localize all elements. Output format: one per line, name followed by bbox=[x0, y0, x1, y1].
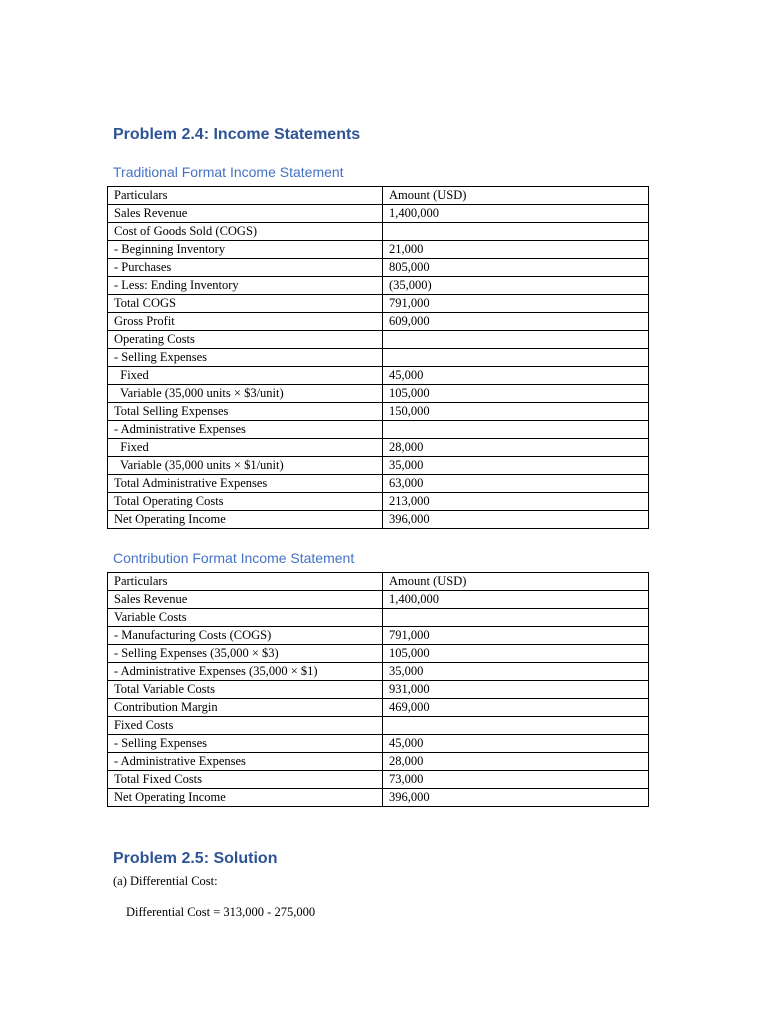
table-row bbox=[108, 457, 649, 475]
amount-cell: 805,000 bbox=[383, 259, 649, 277]
particulars-cell: Particulars bbox=[108, 573, 383, 591]
amount-cell: 213,000 bbox=[383, 493, 649, 511]
amount-cell: 396,000 bbox=[383, 789, 649, 807]
particulars-cell: Particulars bbox=[108, 187, 383, 205]
amount-cell: 105,000 bbox=[383, 385, 649, 403]
particulars-cell: Fixed bbox=[108, 439, 383, 457]
contribution-income-table bbox=[107, 572, 649, 807]
particulars-cell: Operating Costs bbox=[108, 331, 383, 349]
table-row bbox=[108, 591, 649, 609]
table-row bbox=[108, 223, 649, 241]
amount-cell: 35,000 bbox=[383, 457, 649, 475]
amount-cell: 791,000 bbox=[383, 295, 649, 313]
amount-cell: 45,000 bbox=[383, 735, 649, 753]
amount-cell: (35,000) bbox=[383, 277, 649, 295]
table-row bbox=[108, 421, 649, 439]
table-row bbox=[108, 259, 649, 277]
particulars-cell: Net Operating Income bbox=[108, 789, 383, 807]
table-row bbox=[108, 609, 649, 627]
amount-cell bbox=[383, 349, 649, 367]
table-row bbox=[108, 789, 649, 807]
amount-cell bbox=[383, 717, 649, 735]
contribution-heading: Contribution Format Income Statement bbox=[113, 550, 355, 566]
table-row bbox=[108, 717, 649, 735]
particulars-cell: Gross Profit bbox=[108, 313, 383, 331]
particulars-cell: Sales Revenue bbox=[108, 205, 383, 223]
traditional-income-table bbox=[107, 186, 649, 529]
traditional-heading: Traditional Format Income Statement bbox=[113, 164, 344, 180]
particulars-cell: Total COGS bbox=[108, 295, 383, 313]
table-row bbox=[108, 753, 649, 771]
table-row bbox=[108, 241, 649, 259]
amount-cell bbox=[383, 331, 649, 349]
amount-cell: 105,000 bbox=[383, 645, 649, 663]
amount-cell: 469,000 bbox=[383, 699, 649, 717]
amount-cell bbox=[383, 223, 649, 241]
particulars-cell: - Selling Expenses bbox=[108, 349, 383, 367]
table-row bbox=[108, 735, 649, 753]
table-row bbox=[108, 475, 649, 493]
table-row bbox=[108, 627, 649, 645]
table-row bbox=[108, 663, 649, 681]
particulars-cell: Fixed bbox=[108, 367, 383, 385]
particulars-cell: - Selling Expenses (35,000 × $3) bbox=[108, 645, 383, 663]
differential-cost-equation: Differential Cost = 313,000 - 275,000 bbox=[126, 905, 316, 919]
particulars-cell: Sales Revenue bbox=[108, 591, 383, 609]
amount-cell: Amount (USD) bbox=[383, 187, 649, 205]
table-header-row bbox=[108, 187, 649, 205]
particulars-cell: Total Fixed Costs bbox=[108, 771, 383, 789]
amount-cell: 28,000 bbox=[383, 753, 649, 771]
particulars-cell: Cost of Goods Sold (COGS) bbox=[108, 223, 383, 241]
table-row bbox=[108, 699, 649, 717]
particulars-cell: Net Operating Income bbox=[108, 511, 383, 529]
particulars-cell: Total Operating Costs bbox=[108, 493, 383, 511]
particulars-cell: - Purchases bbox=[108, 259, 383, 277]
amount-cell bbox=[383, 421, 649, 439]
particulars-cell: - Manufacturing Costs (COGS) bbox=[108, 627, 383, 645]
particulars-cell: Total Administrative Expenses bbox=[108, 475, 383, 493]
amount-cell: 63,000 bbox=[383, 475, 649, 493]
particulars-cell: - Selling Expenses bbox=[108, 735, 383, 753]
amount-cell: 1,400,000 bbox=[383, 591, 649, 609]
particulars-cell: Total Selling Expenses bbox=[108, 403, 383, 421]
particulars-cell: Variable Costs bbox=[108, 609, 383, 627]
table-header-row bbox=[108, 573, 649, 591]
amount-cell: 28,000 bbox=[383, 439, 649, 457]
part-a-label: (a) Differential Cost: bbox=[113, 874, 218, 888]
amount-cell: 791,000 bbox=[383, 627, 649, 645]
table-row bbox=[108, 313, 649, 331]
table-row bbox=[108, 493, 649, 511]
amount-cell: 35,000 bbox=[383, 663, 649, 681]
table-row bbox=[108, 645, 649, 663]
table-row bbox=[108, 385, 649, 403]
amount-cell: 609,000 bbox=[383, 313, 649, 331]
particulars-cell: - Administrative Expenses bbox=[108, 421, 383, 439]
amount-cell: 396,000 bbox=[383, 511, 649, 529]
table-row bbox=[108, 277, 649, 295]
amount-cell: 21,000 bbox=[383, 241, 649, 259]
particulars-cell: - Administrative Expenses (35,000 × $1) bbox=[108, 663, 383, 681]
amount-cell: 45,000 bbox=[383, 367, 649, 385]
table-row bbox=[108, 331, 649, 349]
table-row bbox=[108, 681, 649, 699]
traditional-table-body bbox=[108, 187, 649, 529]
problem-2-5-title: Problem 2.5: Solution bbox=[113, 850, 278, 867]
particulars-cell: - Administrative Expenses bbox=[108, 753, 383, 771]
particulars-cell: Total Variable Costs bbox=[108, 681, 383, 699]
particulars-cell: - Beginning Inventory bbox=[108, 241, 383, 259]
table-row bbox=[108, 439, 649, 457]
amount-cell: 1,400,000 bbox=[383, 205, 649, 223]
amount-cell: 150,000 bbox=[383, 403, 649, 421]
table-row bbox=[108, 511, 649, 529]
table-row bbox=[108, 771, 649, 789]
amount-cell: Amount (USD) bbox=[383, 573, 649, 591]
table-row bbox=[108, 349, 649, 367]
amount-cell: 73,000 bbox=[383, 771, 649, 789]
particulars-cell: Variable (35,000 units × $3/unit) bbox=[108, 385, 383, 403]
particulars-cell: Contribution Margin bbox=[108, 699, 383, 717]
particulars-cell: Variable (35,000 units × $1/unit) bbox=[108, 457, 383, 475]
table-row bbox=[108, 295, 649, 313]
table-row bbox=[108, 205, 649, 223]
problem-2-4-title: Problem 2.4: Income Statements bbox=[113, 126, 361, 143]
table-row bbox=[108, 367, 649, 385]
amount-cell bbox=[383, 609, 649, 627]
amount-cell: 931,000 bbox=[383, 681, 649, 699]
particulars-cell: - Less: Ending Inventory bbox=[108, 277, 383, 295]
contribution-table-body bbox=[108, 573, 649, 807]
table-row bbox=[108, 403, 649, 421]
particulars-cell: Fixed Costs bbox=[108, 717, 383, 735]
